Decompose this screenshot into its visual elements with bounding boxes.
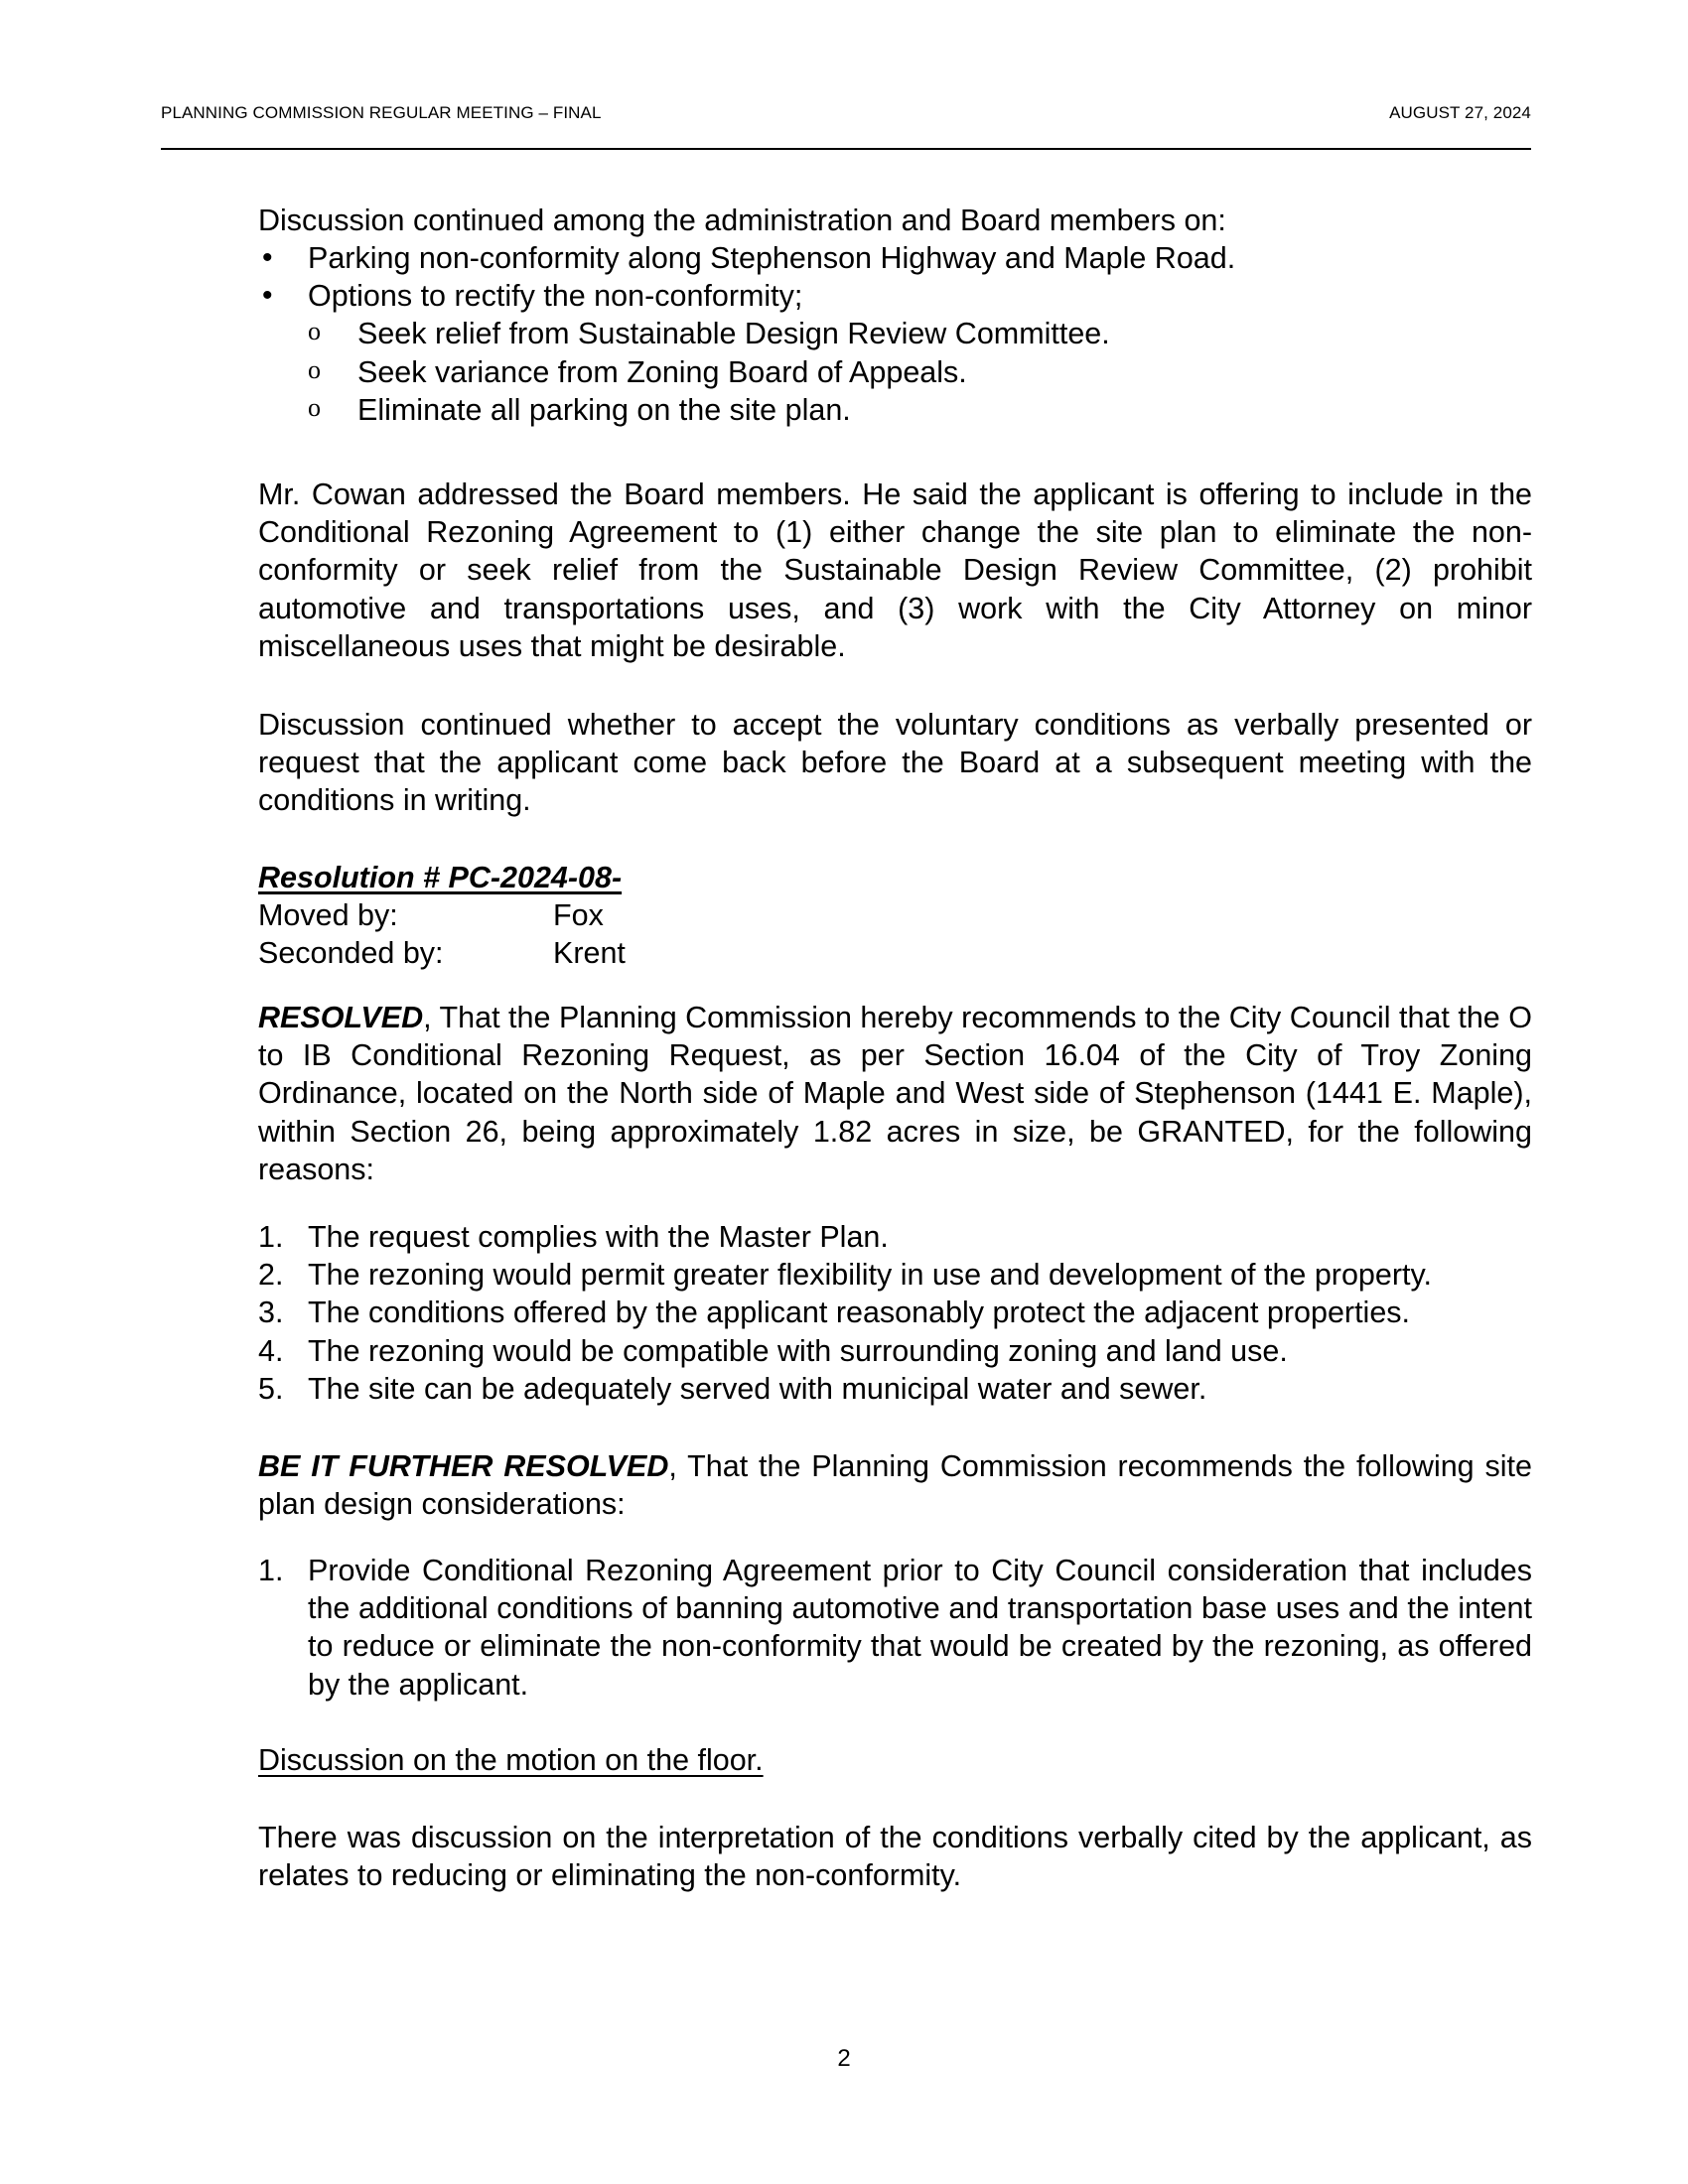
moved-by-row bbox=[258, 896, 604, 934]
page-number: 2 bbox=[837, 2045, 851, 2072]
hollow-bullet-icon: o bbox=[308, 317, 321, 346]
list-item: 3. The conditions offered by the applicant reasonably protect the adjacent properties. bbox=[258, 1296, 1411, 1330]
moved-by-label: Moved by: bbox=[258, 898, 398, 932]
list-item: 2. The rezoning would permit greater flexibility in use and development of the property. bbox=[258, 1258, 1432, 1293]
seconded-by-label: Seconded by: bbox=[258, 936, 444, 970]
hollow-bullet-icon: o bbox=[308, 392, 321, 422]
discussion-bullet-list bbox=[258, 239, 1532, 429]
bullet-icon: • bbox=[262, 241, 273, 274]
hollow-bullet-icon: o bbox=[308, 354, 321, 384]
resolved-paragraph: RESOLVED, That the Planning Commission hereby recommends to the City Council that the O to IB Conditional Rezoning Request, as per Section 16.04 of the City of Troy Zoning Ordinance, located on the North side of Maple and West side of Stephenson (1441 E. Maple), within Section 26, being approximately 1.82 acres in size, be GRANTED, for the following reasons: bbox=[258, 1001, 1532, 1186]
seconded-by-row bbox=[258, 934, 626, 972]
considerations-list bbox=[258, 1552, 1532, 1704]
sub-list-item: o Seek variance from Zoning Board of Appeals. bbox=[258, 353, 1532, 391]
moved-by-value: Fox bbox=[553, 898, 604, 932]
list-item: • Options to rectify the non-conformity; bbox=[258, 277, 1532, 315]
sub-list-item: o Seek relief from Sustainable Design Review Committee. bbox=[258, 315, 1532, 352]
bullet-icon: • bbox=[262, 279, 273, 313]
header-date: AUGUST 27, 2024 bbox=[1389, 103, 1531, 122]
reasons-list bbox=[258, 1218, 1532, 1408]
list-item: 4. The rezoning would be compatible with surrounding zoning and land use. bbox=[258, 1333, 1288, 1368]
further-resolved-lead: BE IT FURTHER RESOLVED bbox=[258, 1449, 669, 1483]
sub-list-item: o Eliminate all parking on the site plan. bbox=[258, 391, 1532, 429]
header-rule bbox=[161, 148, 1531, 150]
list-item: • Parking non-conformity along Stephenson Highway and Maple Road. bbox=[258, 239, 1532, 277]
discussion-intro: Discussion continued among the administration and Board members on: bbox=[258, 204, 1226, 237]
further-resolved-paragraph: BE IT FURTHER RESOLVED, That the Planning Commission recommends the following site plan design considerations: bbox=[258, 1449, 1532, 1522]
list-item: 1. The request complies with the Master Plan. bbox=[258, 1220, 889, 1254]
motion-heading: Discussion on the motion on the floor. bbox=[258, 1743, 764, 1777]
cowan-paragraph: Mr. Cowan addressed the Board members. He said the applicant is offering to include in the Conditional Rezoning Agreement to (1) either change the site plan to eliminate the non-conformity or seek relief from the Sustainable Design Review Committee, (2) prohibit automotive and transportations uses, and (3) work with the City Attorney on minor miscellaneous uses that might be desirable. bbox=[258, 478, 1532, 663]
resolution-title: Resolution # PC-2024-08- bbox=[258, 861, 623, 894]
seconded-by-value: Krent bbox=[553, 936, 626, 970]
discussion-continued-paragraph: Discussion continued whether to accept the voluntary conditions as verbally presented or request that the applicant come back before the Board at a subsequent meeting with the conditions in writing. bbox=[258, 708, 1532, 818]
resolved-lead: RESOLVED bbox=[258, 1001, 424, 1034]
list-item: 1. Provide Conditional Rezoning Agreement prior to City Council consideration that includes the additional conditions of banning automotive and transportation base uses and the intent to reduce or eliminate the non-conformity that would be created by the rezoning, as offered by the applicant. bbox=[258, 1554, 1532, 1702]
motion-paragraph: There was discussion on the interpretation of the conditions verbally cited by the applicant, as relates to reducing or eliminating the non-conformity. bbox=[258, 1821, 1532, 1893]
list-item: 5. The site can be adequately served with municipal water and sewer. bbox=[258, 1371, 1207, 1406]
header-title: PLANNING COMMISSION REGULAR MEETING – FINAL bbox=[161, 103, 602, 122]
